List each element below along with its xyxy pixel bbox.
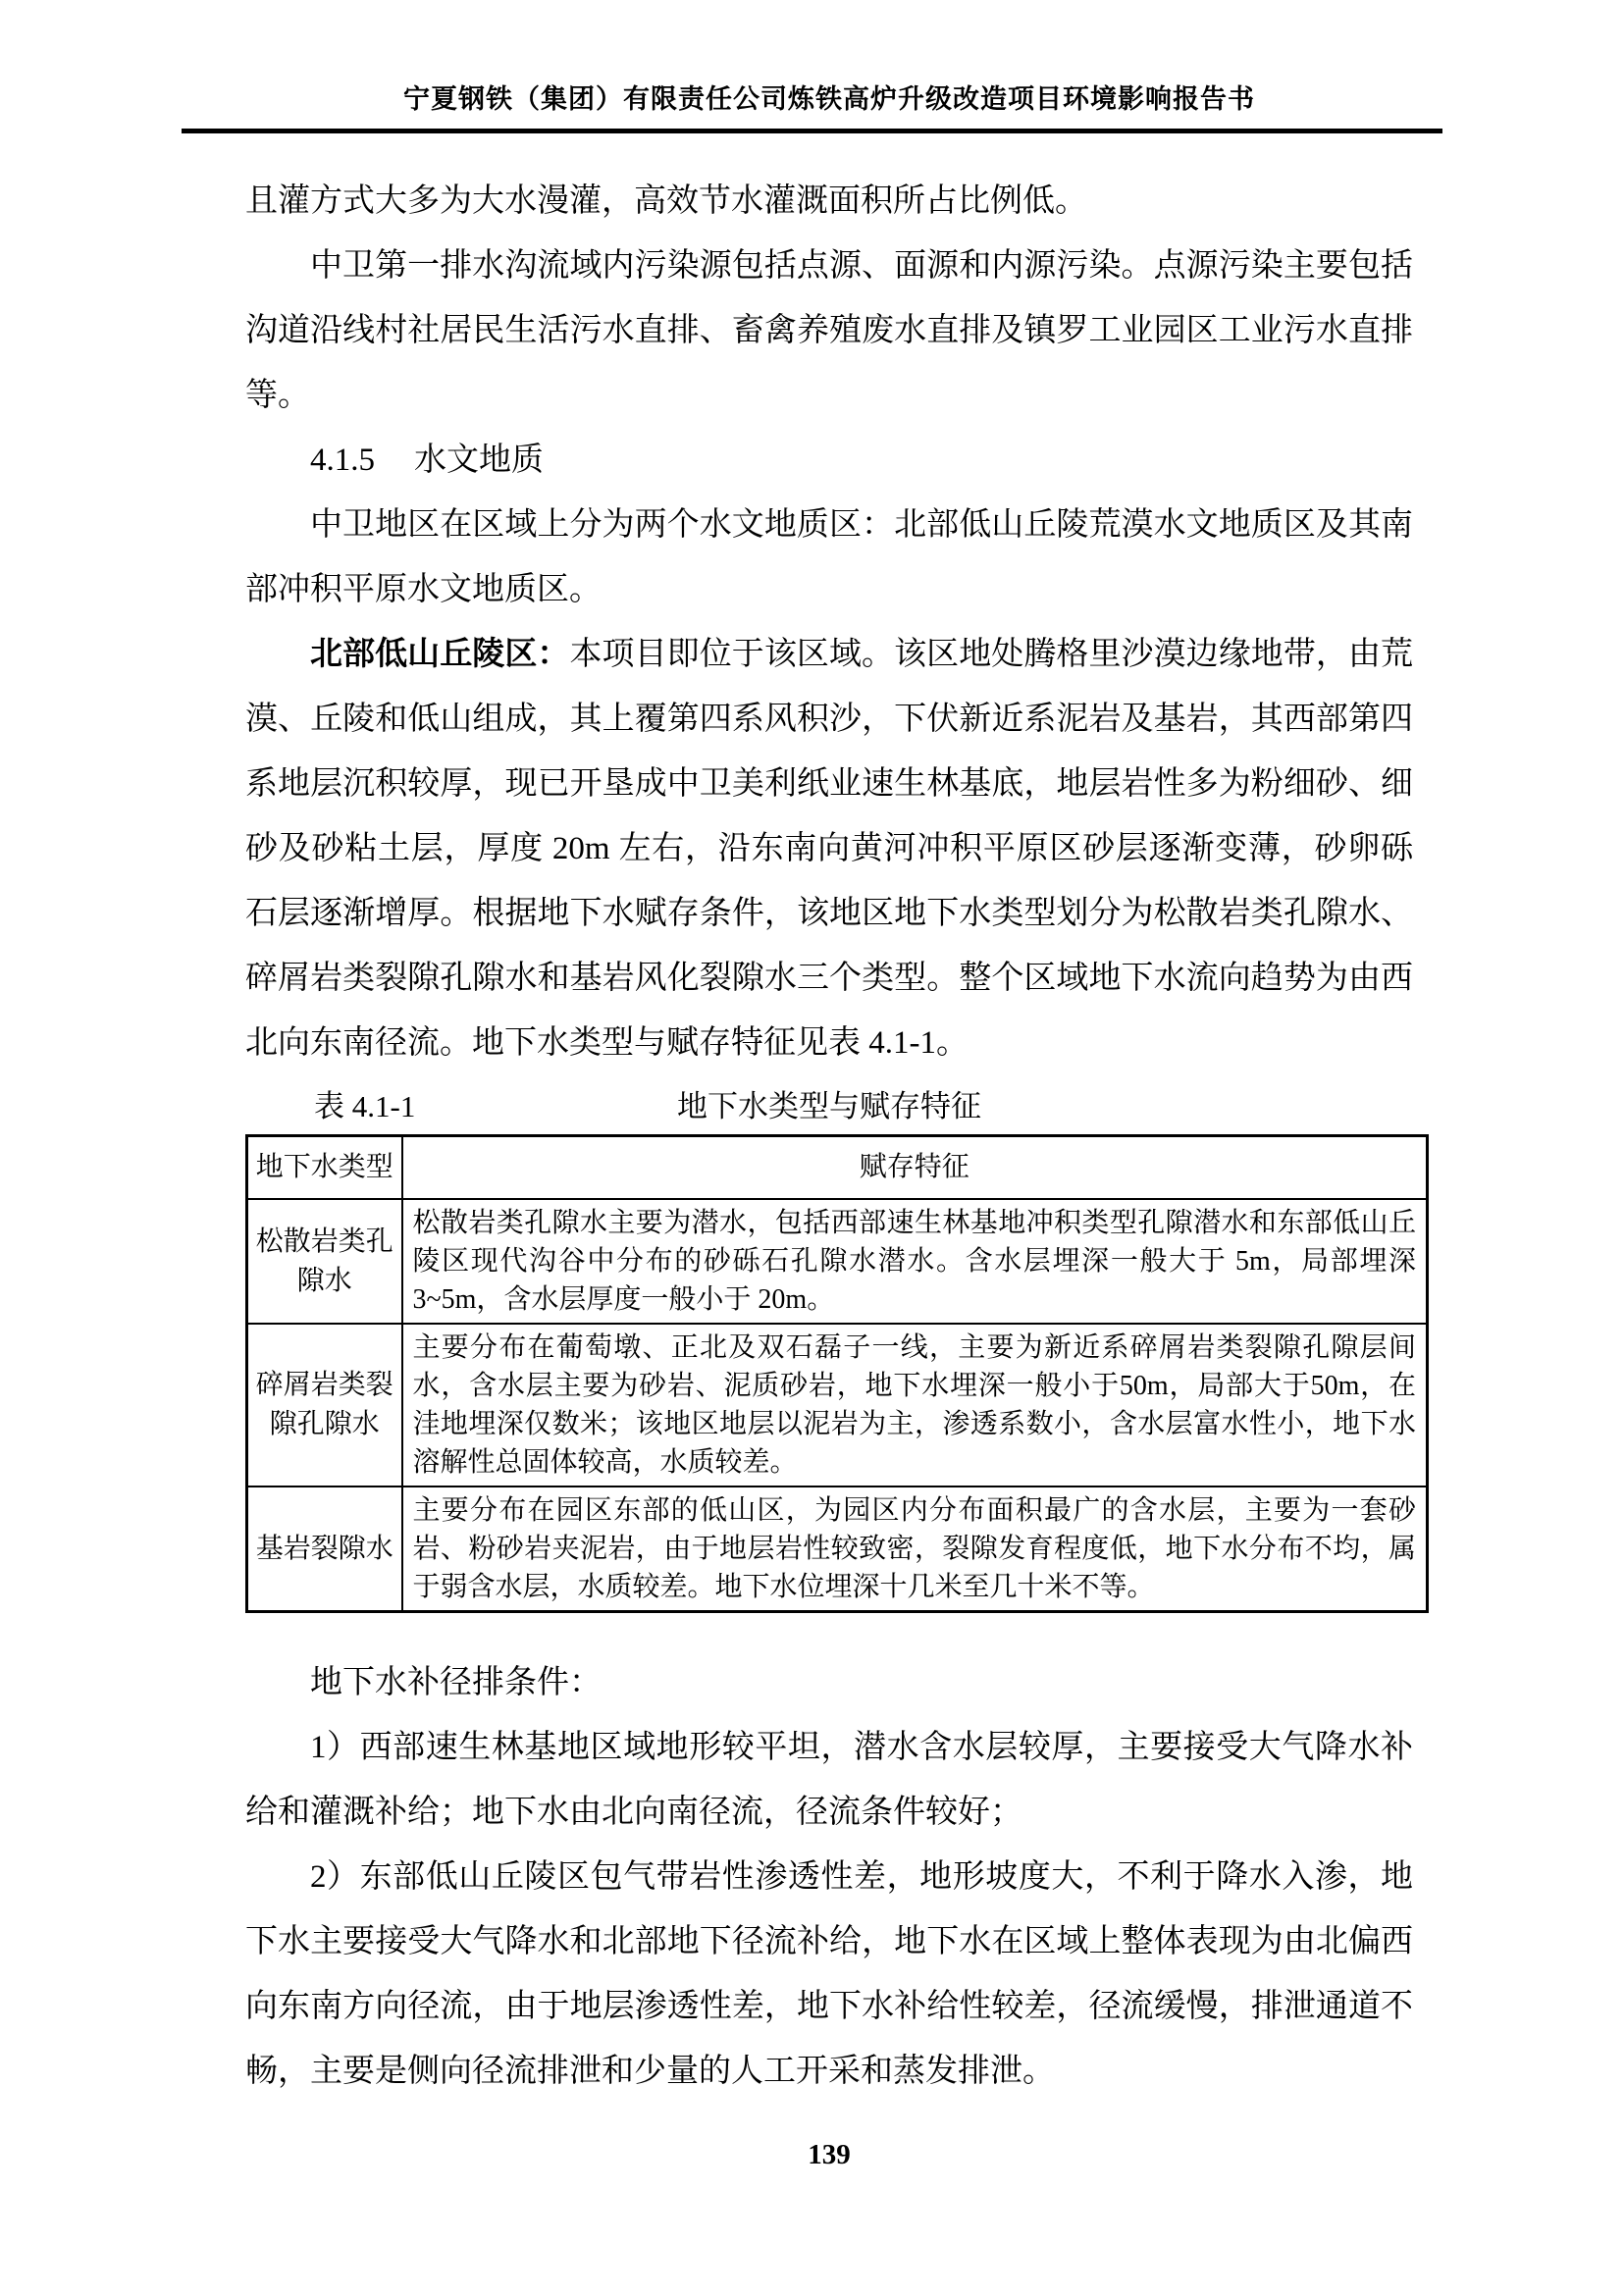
paragraph-irrigation: 且灌方式大多为大水漫灌，高效节水灌溉面积所占比例低。 bbox=[245, 183, 1087, 219]
cell-type-bedrock-fissure-water: 基岩裂隙水 bbox=[247, 1487, 402, 1612]
paragraph-recharge-conditions-heading: 地下水补径排条件： bbox=[310, 1665, 602, 1700]
paragraph-north-hill-text: 本项目即位于该区域。该区地处腾格里沙漠边缘地带，由荒漠、丘陵和低山组成，其上覆第四系风积沙，下伏新近系泥岩及基岩，其西部第四系地层沉积较厚，现已开垦成中卫美利纸业速生林基底，地层岩性多为粉细砂、细砂及砂粘土层，厚度 20m 左右，沿东南向黄河冲积平原区砂层逐渐变薄，砂卵砾石层逐渐增厚。根据地下水赋存条件，该地区地下水类型划分为松散岩类孔隙水、碎屑岩类裂隙孔隙水和基岩风化裂隙水三个类型。整个区域地下水流向趋势为由西北向东南径流。地下水类型与赋存特征见表 4.1-1。 bbox=[245, 637, 1414, 1061]
document-page bbox=[245, 0, 1416, 2172]
paragraph-item-1-west-area: 1）西部速生林基地区域地形较平坦，潜水含水层较厚，主要接受大气降水补给和灌溉补给；地下水由北向南径流，径流条件较好； bbox=[245, 1730, 1413, 1830]
paragraph-pollution-sources: 中卫第一排水沟流域内污染源包括点源、面源和内源污染。点源污染主要包括沟道沿线村社居民生活污水直排、畜禽养殖废水直排及镇罗工业园区工业污水直排等。 bbox=[245, 248, 1413, 413]
column-header-groundwater-type: 地下水类型 bbox=[247, 1136, 402, 1200]
paragraph-item-2-east-area: 2）东部低山丘陵区包气带岩性渗透性差，地形坡度大，不利于降水入渗，地下水主要接受大气降水和北部地下径流补给，地下水在区域上整体表现为由北偏西向东南方向径流，由于地层渗透性差，地下水补给性较差，径流缓慢，排泄通道不畅，主要是侧向径流排泄和少量的人工开采和蒸发排泄。 bbox=[245, 1859, 1413, 2089]
section-title: 水文地质 bbox=[414, 443, 544, 478]
cell-feature-clastic-rock-fissure-pore-water: 主要分布在葡萄墩、正北及双石磊子一线，主要为新近系碎屑岩类裂隙孔隙层间水，含水层主要为砂岩、泥质砂岩，地下水埋深一般小于50m，局部大于50m，在洼地埋深仅数米；该地区地层以泥岩为主，渗透系数小，含水层富水性小，地下水溶解性总固体较高，水质较差。 bbox=[402, 1324, 1428, 1487]
cell-feature-loose-rock-pore-water: 松散岩类孔隙水主要为潜水，包括西部速生林基地冲积类型孔隙潜水和东部低山丘陵区现代沟谷中分布的砂砾石孔隙水潜水。含水层埋深一般大于 5m，局部埋深 3~5m，含水层厚度一般小于 20m。 bbox=[402, 1199, 1428, 1324]
groundwater-types-table bbox=[245, 1134, 1429, 1613]
column-header-occurrence-feature: 赋存特征 bbox=[402, 1136, 1428, 1200]
table-caption-label: 表 4.1-1 bbox=[314, 1089, 416, 1123]
section-heading-4-1-5 bbox=[245, 428, 1413, 493]
paragraph-lead-bold: 北部低山丘陵区： bbox=[310, 637, 570, 672]
running-head-title: 宁夏钢铁（集团）有限责任公司炼铁高炉升级改造项目环境影响报告书 bbox=[403, 84, 1255, 114]
table-row bbox=[247, 1487, 1428, 1612]
paragraph-hydrogeology-zones: 中卫地区在区域上分为两个水文地质区：北部低山丘陵荒漠水文地质区及其南部冲积平原水文地质区。 bbox=[245, 507, 1413, 607]
cell-feature-bedrock-fissure-water: 主要分布在园区东部的低山区，为园区内分布面积最广的含水层，主要为一套砂岩、粉砂岩夹泥岩，由于地层岩性较致密，裂隙发育程度低，地下水分布不均，属于弱含水层，水质较差。地下水位埋深十几米至几十米不等。 bbox=[402, 1487, 1428, 1612]
page-number: 139 bbox=[808, 2139, 851, 2170]
table-caption-title: 地下水类型与赋存特征 bbox=[677, 1089, 981, 1123]
paragraph-north-hill-region bbox=[245, 622, 1413, 1075]
table-header-row bbox=[247, 1136, 1428, 1200]
table-caption bbox=[245, 1079, 1413, 1134]
cell-type-clastic-rock-fissure-pore-water: 碎屑岩类裂隙孔隙水 bbox=[247, 1324, 402, 1487]
cell-type-loose-rock-pore-water: 松散岩类孔隙水 bbox=[247, 1199, 402, 1324]
table-row bbox=[247, 1324, 1428, 1487]
header-rule bbox=[182, 129, 1442, 133]
section-number: 4.1.5 bbox=[310, 443, 375, 478]
table-row bbox=[247, 1199, 1428, 1324]
